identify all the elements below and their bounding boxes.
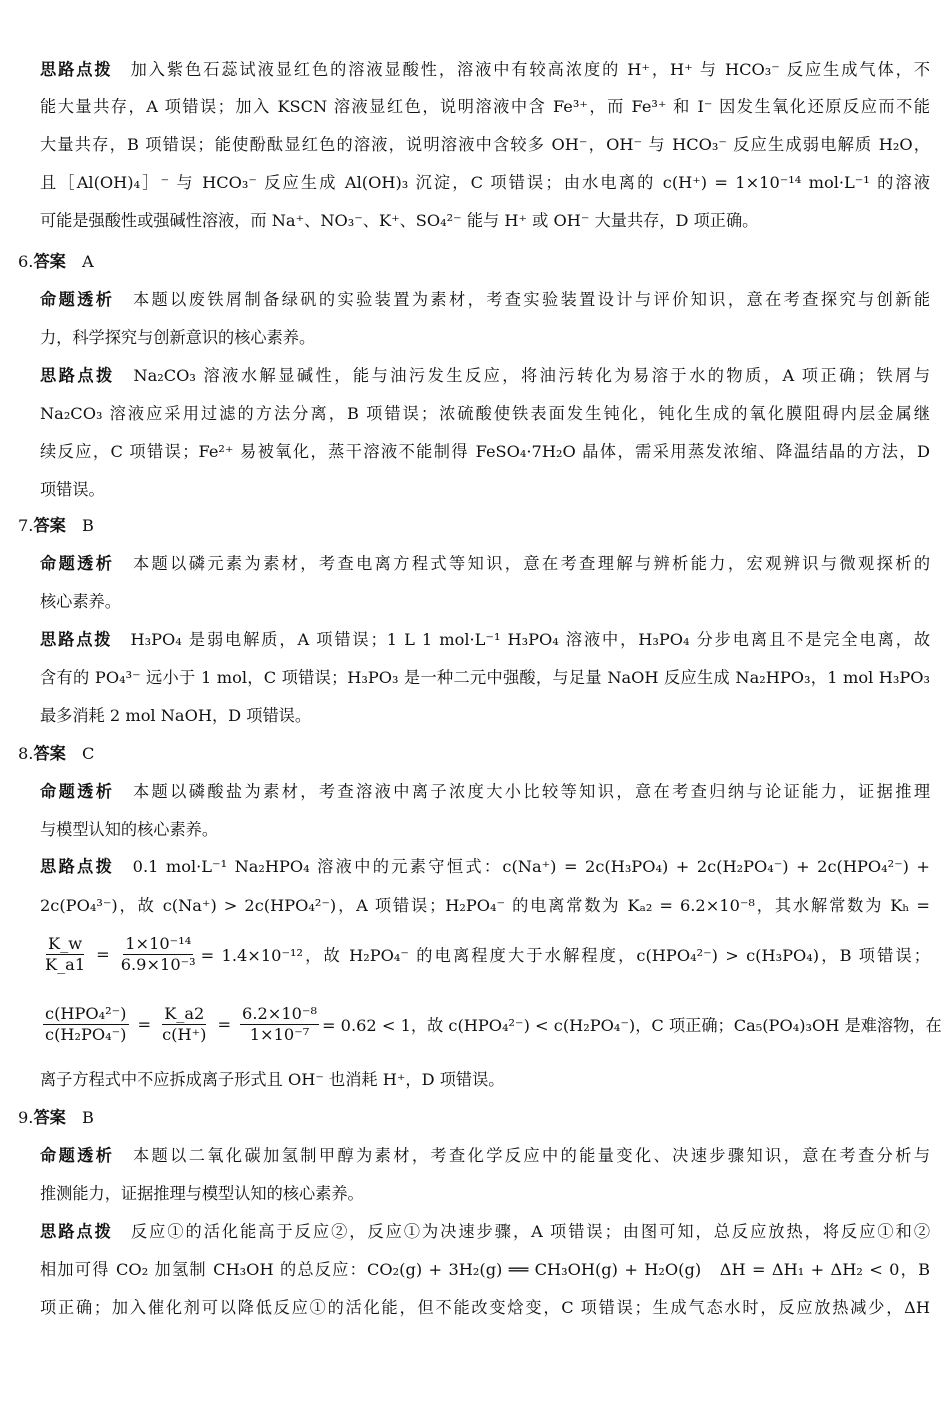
text-line: 命题透析 本题以废铁屑制备绿矾的实验装置为素材，考查实验装置设计与评价知识，意在考查探究与创新能	[40, 290, 930, 309]
text-line: 与模型认知的核心素养。	[40, 820, 219, 839]
text-line: 力，科学探究与创新意识的核心素养。	[40, 328, 316, 347]
answer-value: B	[82, 1108, 94, 1127]
answer-label: 答案	[33, 516, 66, 535]
section-heading: 命题透析	[40, 290, 115, 309]
section-heading: 思路点拨	[40, 857, 115, 876]
text-line: 核心素养。	[40, 592, 121, 611]
text-line: 且［Al(OH)₄］⁻ 与 HCO₃⁻ 反应生成 Al(OH)₃ 沉淀，C 项错误；由水电离的 c(H⁺) = 1×10⁻¹⁴ mol·L⁻¹ 的溶液	[40, 173, 930, 192]
answer-label: 答案	[33, 1108, 66, 1127]
answer-label: 答案	[33, 744, 66, 763]
text-line: 思路点拨 Na₂CO₃ 溶液水解显碱性，能与油污发生反应，将油污转化为易溶于水的物质，A 项正确；铁屑与	[40, 366, 930, 385]
text-line: 命题透析 本题以磷元素为素材，考查电离方程式等知识，意在考查理解与辨析能力，宏观辨识与微观探析的	[40, 554, 930, 573]
fraction: $\frac{K\_a2}{c(H^+)}$	[162, 1003, 207, 1044]
answer-value: C	[82, 744, 95, 763]
text-line: 最多消耗 2 mol NaOH，D 项错误。	[40, 706, 312, 725]
section-heading: 思路点拨	[40, 60, 113, 79]
section-heading: 命题透析	[40, 1146, 115, 1165]
text-line: 离子方程式中不应拆成离子形式且 OH⁻ 也消耗 H⁺，D 项错误。	[40, 1070, 505, 1089]
text-line: 思路点拨 加入紫色石蕊试液显红色的溶液显酸性，溶液中有较高浓度的 H⁺，H⁺ 与 HCO₃⁻ 反应生成气体，不	[40, 60, 930, 79]
answer-label: 答案	[33, 252, 66, 271]
section-heading: 思路点拨	[40, 1222, 113, 1241]
text-line: 相加可得 CO₂ 加氢制 CH₃OH 的总反应：CO₂(g) + 3H₂(g) ══ CH₃OH(g) + H₂O(g) ΔH = ΔH₁ + ΔH₂ < 0，B	[40, 1260, 930, 1279]
fraction: $\frac{\text{6.2×10⁻⁸}}{\text{1×10⁻⁷}}$	[242, 1003, 317, 1044]
text-line: 能大量共存，A 项错误；加入 KSCN 溶液显红色，说明溶液中含 Fe³⁺，而 Fe³⁺ 和 I⁻ 因发生氧化还原反应而不能	[40, 97, 930, 116]
formula-line: $\frac{K\_w}{K\_a1}$ = $\frac{\text{1×10⁻¹⁴}}{\text{6.9×10⁻³}}$ = 1.4×10⁻¹²，故 H₂PO₄⁻ 的电离程度大于水解程度，c(HPO₄²⁻) > c(H₃PO₄)，B 项错误；	[45, 933, 930, 974]
answer-value: A	[82, 252, 94, 271]
text-line: 项错误。	[40, 480, 105, 499]
text-line: 思路点拨 0.1 mol·L⁻¹ Na₂HPO₄ 溶液中的元素守恒式：c(Na⁺) = 2c(H₃PO₄) + 2c(H₂PO₄⁻) + 2c(HPO₄²⁻) +	[40, 857, 930, 876]
fraction: $\frac{K\_w}{K\_a1}$	[45, 933, 86, 974]
section-heading: 思路点拨	[40, 630, 113, 649]
text-line: 命题透析 本题以二氧化碳加氢制甲醇为素材，考查化学反应中的能量变化、决速步骤知识，意在考查分析与	[40, 1146, 930, 1165]
answer-line: 8.答案 C	[18, 744, 95, 763]
section-heading: 思路点拨	[40, 366, 115, 385]
text-line: 可能是强酸性或强碱性溶液，而 Na⁺、NO₃⁻、K⁺、SO₄²⁻ 能与 H⁺ 或 OH⁻ 大量共存，D 项正确。	[40, 211, 759, 230]
fraction: $\frac{\text{c(HPO₄²⁻)}}{\text{c(H₂PO₄⁻)}}$	[45, 1003, 127, 1044]
answer-value: B	[82, 516, 94, 535]
text-line: 思路点拨 反应①的活化能高于反应②，反应①为决速步骤，A 项错误；由图可知，总反应放热，将反应①和②	[40, 1222, 930, 1241]
fraction: $\frac{\text{1×10⁻¹⁴}}{\text{6.9×10⁻³}}$	[120, 933, 196, 974]
section-heading: 命题透析	[40, 554, 115, 573]
text-line: Na₂CO₃ 溶液应采用过滤的方法分离，B 项错误；浓硫酸使铁表面发生钝化，钝化生成的氧化膜阻碍内层金属继	[40, 404, 930, 423]
text-line: 2c(PO₄³⁻)，故 c(Na⁺) > 2c(HPO₄²⁻)，A 项错误；H₂PO₄⁻ 的电离常数为 Kₐ₂ = 6.2×10⁻⁸，其水解常数为 Kₕ =	[40, 896, 930, 915]
text-line: 大量共存，B 项错误；能使酚酞显红色的溶液，说明溶液中含较多 OH⁻，OH⁻ 与 HCO₃⁻ 反应生成弱电解质 H₂O，	[40, 135, 930, 154]
text-line: 推测能力，证据推理与模型认知的核心素养。	[40, 1184, 364, 1203]
text-line: 含有的 PO₄³⁻ 远小于 1 mol，C 项错误；H₃PO₃ 是一种二元中强酸，与足量 NaOH 反应生成 Na₂HPO₃，1 mol H₃PO₃	[40, 668, 930, 687]
section-heading: 命题透析	[40, 782, 115, 801]
answer-line: 9.答案 B	[18, 1108, 94, 1127]
answer-line: 6.答案 A	[18, 252, 94, 271]
text-line: 续反应，C 项错误；Fe²⁺ 易被氧化，蒸干溶液不能制得 FeSO₄·7H₂O 晶体，需采用蒸发浓缩、降温结晶的方法，D	[40, 442, 930, 461]
text-line: 命题透析 本题以磷酸盐为素材，考查溶液中离子浓度大小比较等知识，意在考查归纳与论证能力，证据推理	[40, 782, 930, 801]
formula-line: $\frac{\text{c(HPO₄²⁻)}}{\text{c(H₂PO₄⁻)}}$ = $\frac{K\_a2}{c(H^+)}$ = $\frac{\text{6.2×10⁻⁸}}{\text{1×10⁻⁷}}$ = 0.62 < 1，故 c(HPO₄²⁻) < c(H₂PO₄⁻)，C 项正确；Ca₅(PO₄)₃OH 是难溶物，在	[45, 1003, 942, 1044]
text-line: 项正确；加入催化剂可以降低反应①的活化能，但不能改变焓变，C 项错误；生成气态水时，反应放热减少，ΔH	[40, 1298, 930, 1317]
text-line: 思路点拨 H₃PO₄ 是弱电解质，A 项错误；1 L 1 mol·L⁻¹ H₃PO₄ 溶液中，H₃PO₄ 分步电离且不是完全电离，故	[40, 630, 930, 649]
answer-line: 7.答案 B	[18, 516, 94, 535]
